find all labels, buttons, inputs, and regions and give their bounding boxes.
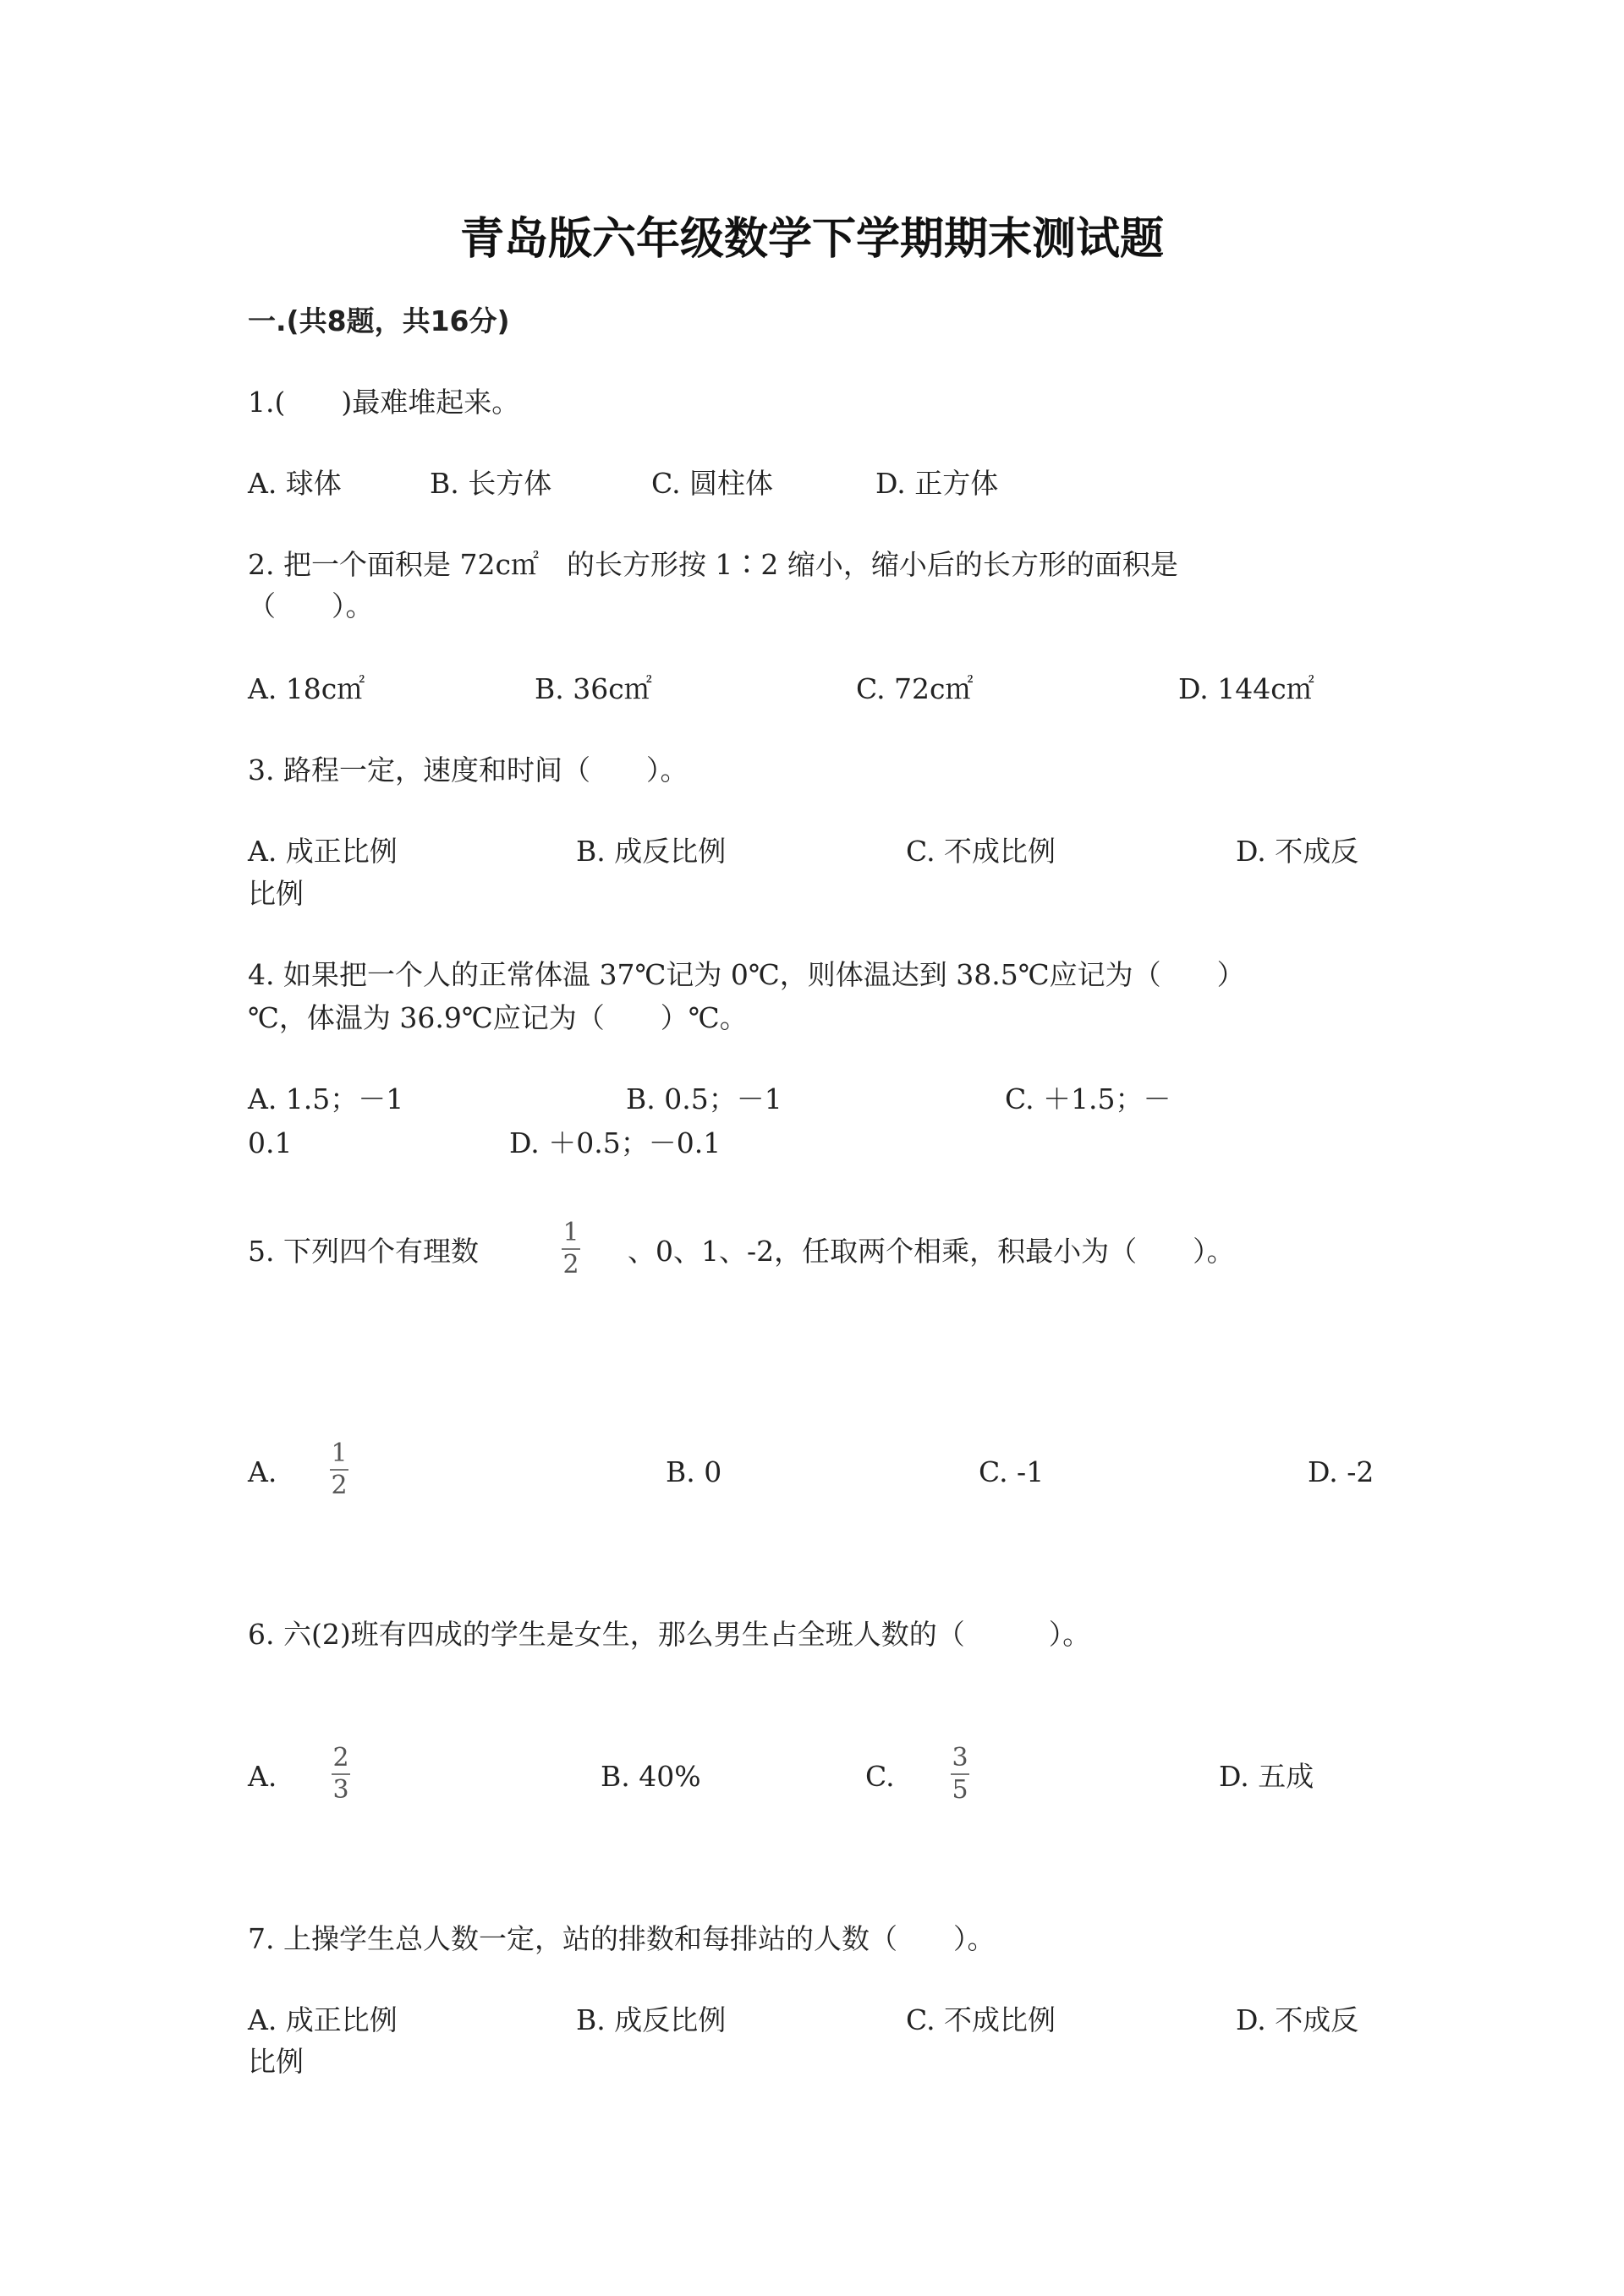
q7-option-b: B. 成反比例	[576, 2003, 727, 2036]
q3-option-b: B. 成反比例	[576, 835, 727, 868]
fraction-numerator: 2	[332, 1743, 349, 1773]
q3-option-d-wrap: 比例	[248, 877, 304, 910]
q2-option-c: C. 72c㎡	[856, 672, 974, 705]
fraction-numerator: 1	[562, 1218, 579, 1247]
fraction-denominator: 3	[332, 1775, 349, 1805]
q7-option-d: D. 不成反	[1236, 2003, 1359, 2036]
question-4-stem: 4. 如果把一个人的正常体温 37℃记为 0℃，则体温达到 38.5℃应记为（ ）	[248, 958, 1245, 991]
question-3-stem: 3. 路程一定，速度和时间（ ）。	[248, 753, 689, 786]
q2-option-b: B. 36c㎡	[535, 672, 652, 705]
q7-option-c: C. 不成比例	[906, 2003, 1056, 2036]
question-2-stem: 2. 把一个面积是 72c㎡ 的长方形按 1∶2 缩小，缩小后的长方形的面积是	[248, 548, 1178, 581]
fraction-numerator: 3	[952, 1743, 968, 1773]
question-5-stem: 5. 下列四个有理数	[248, 1235, 479, 1268]
q2-option-a: A. 18c㎡	[248, 672, 365, 705]
q6-option-a-fraction	[332, 1745, 350, 1804]
fraction-numerator: 1	[331, 1438, 348, 1468]
q1-option-c: C. 圆柱体	[651, 467, 774, 500]
q4-option-b: B. 0.5；－1	[626, 1082, 782, 1115]
question-2-stem-cont: （ ）。	[248, 589, 374, 622]
q6-option-c: C.	[865, 1760, 895, 1793]
q7-option-d-wrap: 比例	[248, 2045, 304, 2078]
question-6-stem: 6. 六(2)班有四成的学生是女生，那么男生占全班人数的（ ）。	[248, 1618, 1091, 1651]
question-7-stem: 7. 上操学生总人数一定，站的排数和每排站的人数（ ）。	[248, 1922, 996, 1955]
q6-option-d: D. 五成	[1219, 1760, 1314, 1793]
q5-option-a: A.	[248, 1455, 277, 1488]
q6-option-a: A.	[248, 1760, 277, 1793]
q1-option-a: A. 球体	[248, 467, 342, 500]
q6-option-b: B. 40%	[601, 1760, 701, 1793]
section-heading: 一.(共8题，共16分)	[248, 304, 510, 337]
q3-option-c: C. 不成比例	[906, 835, 1056, 868]
q3-option-a: A. 成正比例	[248, 835, 398, 868]
question-4-stem-cont: ℃，体温为 36.9℃应记为（ ）℃。	[248, 1001, 748, 1034]
q3-option-d: D. 不成反	[1236, 835, 1359, 868]
question-1-stem: 1.( )最难堆起来。	[248, 386, 520, 419]
fraction-denominator: 2	[331, 1471, 348, 1500]
q5-option-a-fraction	[330, 1440, 348, 1499]
q5-option-b: B. 0	[666, 1455, 722, 1488]
question-5-stem-cont: 、0、1、-2，任取两个相乘，积最小为（ ）。	[628, 1235, 1235, 1268]
page-title: 青岛版六年级数学下学期期末测试题	[459, 214, 1164, 265]
q5-option-d: D. -2	[1308, 1455, 1374, 1488]
fraction-denominator: 5	[952, 1775, 968, 1805]
q4-option-c: C. ＋1.5；－	[1005, 1082, 1171, 1115]
q1-option-b: B. 长方体	[430, 467, 552, 500]
q7-option-a: A. 成正比例	[248, 2003, 398, 2036]
q1-option-d: D. 正方体	[875, 467, 999, 500]
q6-option-c-fraction	[951, 1745, 969, 1804]
q5-option-c: C. -1	[979, 1455, 1045, 1488]
fraction-denominator: 2	[562, 1250, 579, 1280]
q2-option-d: D. 144c㎡	[1178, 672, 1314, 705]
q4-option-a: A. 1.5；－1	[248, 1082, 404, 1115]
q4-option-c-wrap: 0.1	[248, 1126, 293, 1159]
q5-stem-fraction	[562, 1219, 580, 1279]
q4-option-d: D. ＋0.5；－0.1	[509, 1126, 721, 1159]
